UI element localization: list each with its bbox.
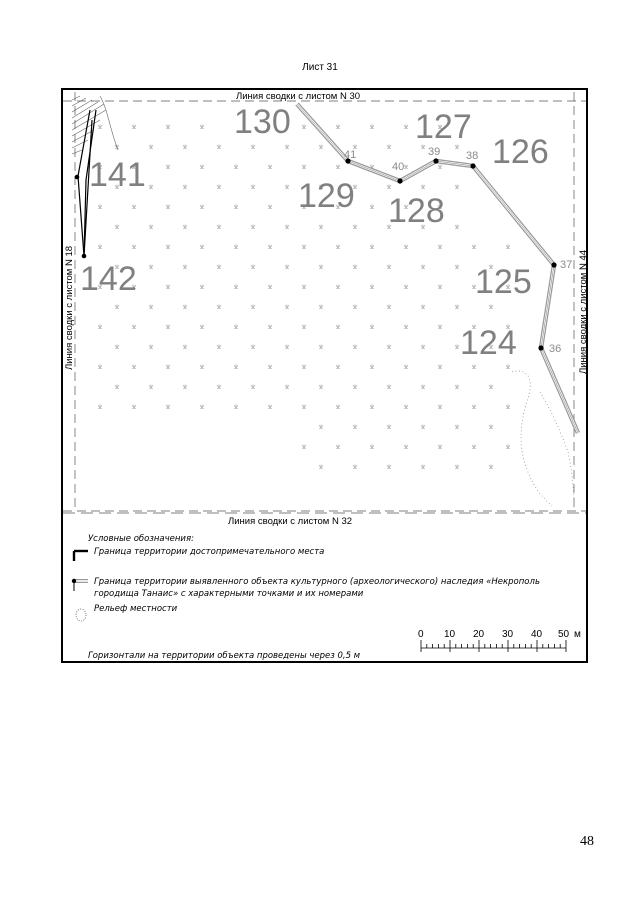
- grass-tuft: [472, 365, 476, 369]
- grass-tuft: [166, 285, 170, 289]
- grass-tuft: [421, 265, 425, 269]
- grass-tuft: [336, 445, 340, 449]
- grass-tuft: [438, 445, 442, 449]
- grass-tuft: [302, 125, 306, 129]
- grass-tuft: [166, 365, 170, 369]
- grass-tuft: [268, 245, 272, 249]
- grass-tuft: [166, 165, 170, 169]
- grass-tuft: [132, 405, 136, 409]
- grass-tuft: [251, 185, 255, 189]
- grass-tuft: [370, 365, 374, 369]
- grass-tuft: [217, 145, 221, 149]
- grass-tuft: [421, 345, 425, 349]
- plot-number: 129: [298, 177, 355, 215]
- grass-tuft: [387, 465, 391, 469]
- plot-number: 130: [234, 103, 291, 141]
- grass-tuft: [438, 325, 442, 329]
- grass-tuft: [98, 405, 102, 409]
- grass-tuft: [200, 405, 204, 409]
- grass-tuft: [200, 285, 204, 289]
- grass-tuft: [353, 425, 357, 429]
- grass-tuft: [421, 305, 425, 309]
- relief-contours: [512, 371, 574, 508]
- grass-tuft: [98, 325, 102, 329]
- grass-tuft: [149, 265, 153, 269]
- point-label: 36: [549, 343, 562, 355]
- grass-tuft: [183, 385, 187, 389]
- scale-bar: [418, 629, 581, 652]
- relief-symbol: [76, 609, 86, 621]
- grass-tuft: [166, 325, 170, 329]
- grass-tuft: [387, 265, 391, 269]
- grass-tuft: [217, 265, 221, 269]
- grass-tuft: [217, 385, 221, 389]
- grass-tuft: [489, 425, 493, 429]
- grass-tuft: [200, 245, 204, 249]
- scale-label: 50: [558, 629, 570, 640]
- plot-number: 125: [475, 263, 532, 301]
- grass-tuft: [183, 345, 187, 349]
- grass-tuft: [251, 345, 255, 349]
- grass-tuft: [336, 165, 340, 169]
- grass-tuft: [455, 385, 459, 389]
- grass-tuft: [353, 305, 357, 309]
- grass-tuft: [353, 225, 357, 229]
- grass-tuft: [234, 285, 238, 289]
- grass-tuft: [149, 345, 153, 349]
- grass-tuft: [302, 285, 306, 289]
- grass-tuft: [200, 125, 204, 129]
- grass-tuft: [319, 385, 323, 389]
- grass-tuft: [455, 225, 459, 229]
- grass-tuft: [166, 405, 170, 409]
- grass-tuft: [132, 205, 136, 209]
- grass-tuft: [268, 205, 272, 209]
- grass-tuft: [336, 285, 340, 289]
- grass-tuft: [183, 265, 187, 269]
- grass-tuft: [319, 145, 323, 149]
- legend-item-heritage-line1: Граница территории выявленного объекта культурного (археологического) наследия «Некрополь: [94, 577, 540, 587]
- grass-tuft: [217, 225, 221, 229]
- grass-tuft: [302, 325, 306, 329]
- grass-tuft: [421, 185, 425, 189]
- grass-tuft: [370, 325, 374, 329]
- grass-tuft: [285, 145, 289, 149]
- grass-tuft: [319, 345, 323, 349]
- page-number: 48: [580, 834, 594, 849]
- grass-tuft: [438, 245, 442, 249]
- grass-tuft: [336, 125, 340, 129]
- grass-tuft: [387, 385, 391, 389]
- grass-tuft: [251, 385, 255, 389]
- legend-item-landmark: Граница территории достопримечательного места: [94, 547, 325, 557]
- grass-tuft: [319, 425, 323, 429]
- grass-tuft: [370, 245, 374, 249]
- grass-tuft: [455, 465, 459, 469]
- grass-tuft: [115, 385, 119, 389]
- plot-number: 128: [388, 192, 445, 230]
- grass-tuft: [251, 265, 255, 269]
- grass-tuft: [353, 465, 357, 469]
- grass-tuft: [319, 465, 323, 469]
- grass-tuft: [472, 405, 476, 409]
- grass-tuft: [319, 265, 323, 269]
- grass-tuft: [404, 125, 408, 129]
- seam-label-left: Линия сводки с листом N 18: [64, 245, 75, 370]
- grass-tuft: [404, 165, 408, 169]
- grass-tuft: [115, 345, 119, 349]
- grass-tuft: [98, 245, 102, 249]
- grass-tuft: [268, 365, 272, 369]
- grass-tuft: [234, 205, 238, 209]
- grass-tuft: [387, 345, 391, 349]
- grass-tuft: [370, 205, 374, 209]
- scale-label: 30: [502, 629, 514, 640]
- grass-tuft: [489, 465, 493, 469]
- sheet-title: Лист 31: [302, 62, 338, 73]
- grass-tuft: [285, 265, 289, 269]
- grass-tuft: [336, 365, 340, 369]
- grass-tuft: [421, 465, 425, 469]
- grass-tuft: [285, 345, 289, 349]
- grass-tuft: [455, 305, 459, 309]
- point-label: 38: [466, 150, 479, 162]
- grass-tuft: [234, 365, 238, 369]
- grass-tuft: [98, 365, 102, 369]
- seam-label-bottom: Линия сводки с листом N 32: [228, 516, 353, 527]
- legend-item-heritage-line2: городища Танаис» с характерными точками и их номерами: [94, 589, 364, 599]
- point-label: 37: [560, 259, 573, 271]
- grass-tuft: [285, 185, 289, 189]
- grass-tuft: [455, 425, 459, 429]
- grass-tuft: [404, 365, 408, 369]
- grass-tuft: [319, 305, 323, 309]
- grass-tuft: [217, 185, 221, 189]
- grass-tuft: [166, 205, 170, 209]
- grass-tuft: [404, 445, 408, 449]
- scale-unit: м: [574, 629, 581, 640]
- grass-tuft: [370, 285, 374, 289]
- grass-tuft: [455, 185, 459, 189]
- grass-tuft: [251, 225, 255, 229]
- grass-tuft: [149, 145, 153, 149]
- grass-tuft: [268, 285, 272, 289]
- point-label: 39: [428, 146, 441, 158]
- legend-title: Условные обозначения:: [88, 534, 194, 544]
- grass-tuft: [149, 305, 153, 309]
- grass-tuft: [166, 245, 170, 249]
- grass-tuft: [200, 325, 204, 329]
- grass-tuft: [217, 305, 221, 309]
- grass-tuft: [200, 165, 204, 169]
- legend: [72, 534, 540, 661]
- grass-tuft: [404, 285, 408, 289]
- grass-tuft: [387, 305, 391, 309]
- grass-tuft: [438, 165, 442, 169]
- grass-tuft: [438, 285, 442, 289]
- plot-number: 124: [460, 324, 517, 362]
- legend-landmark-boundary-symbol: [74, 551, 88, 561]
- grass-tuft: [302, 445, 306, 449]
- grass-tuft: [251, 145, 255, 149]
- grass-tuft: [489, 385, 493, 389]
- grass-tuft: [370, 125, 374, 129]
- grass-tuft: [285, 305, 289, 309]
- grass-tuft: [370, 445, 374, 449]
- legend-heritage-boundary-symbol: [72, 579, 88, 591]
- grass-tuft: [268, 325, 272, 329]
- grass-tuft: [132, 245, 136, 249]
- grass-tuft: [404, 245, 408, 249]
- grass-tuft: [166, 125, 170, 129]
- point-label: 40: [392, 161, 405, 173]
- grass-tuft: [98, 125, 102, 129]
- scale-label: 20: [473, 629, 485, 640]
- grass-tuft: [438, 405, 442, 409]
- grass-tuft: [132, 365, 136, 369]
- grass-tuft: [200, 205, 204, 209]
- grass-tuft: [234, 325, 238, 329]
- grass-tuft: [302, 165, 306, 169]
- grass-tuft: [183, 185, 187, 189]
- grass-tuft: [183, 145, 187, 149]
- grass-tuft: [506, 245, 510, 249]
- grass-tuft: [472, 445, 476, 449]
- grass-tuft: [132, 325, 136, 329]
- grass-tuft: [183, 225, 187, 229]
- grass-tuft: [115, 225, 119, 229]
- grass-tuft: [421, 385, 425, 389]
- point-label: 41: [344, 149, 357, 161]
- grass-tuft: [336, 325, 340, 329]
- grass-tuft: [251, 305, 255, 309]
- grass-tuft: [234, 245, 238, 249]
- grass-tuft: [472, 245, 476, 249]
- scale-label: 0: [418, 629, 424, 640]
- contours-note: Горизонтали на территории объекта проведены через 0,5 м: [88, 651, 361, 661]
- grass-tuft: [506, 445, 510, 449]
- grass-tuft: [506, 365, 510, 369]
- grass-tuft: [336, 245, 340, 249]
- plot-number: 127: [415, 108, 472, 146]
- grass-tuft: [115, 305, 119, 309]
- grass-tuft: [98, 205, 102, 209]
- grass-tuft: [404, 325, 408, 329]
- scale-label: 10: [444, 629, 456, 640]
- grass-tuft: [353, 145, 357, 149]
- grass-tuft: [421, 425, 425, 429]
- grass-tuft: [285, 225, 289, 229]
- grass-tuft: [149, 385, 153, 389]
- grass-tuft: [200, 365, 204, 369]
- plot-number: 141: [89, 156, 146, 194]
- scale-label: 40: [531, 629, 543, 640]
- grass-tuft: [387, 185, 391, 189]
- grass-tuft: [268, 165, 272, 169]
- legend-item-relief: Рельеф местности: [94, 604, 178, 614]
- grass-tuft: [285, 385, 289, 389]
- grass-tuft: [183, 305, 187, 309]
- slope-hatching: [72, 96, 118, 154]
- grass-tuft: [149, 185, 153, 189]
- grass-tuft: [353, 345, 357, 349]
- grass-tuft: [268, 405, 272, 409]
- grass-tuft: [302, 365, 306, 369]
- grass-tuft: [387, 425, 391, 429]
- grass-tuft: [387, 145, 391, 149]
- grass-tuft: [438, 365, 442, 369]
- grass-tuft: [353, 265, 357, 269]
- plot-number: 126: [492, 133, 549, 171]
- seam-label-top: Линия сводки с листом N 30: [236, 91, 361, 102]
- grass-tuft: [404, 405, 408, 409]
- grass-tuft: [319, 225, 323, 229]
- grass-tuft: [336, 405, 340, 409]
- grass-tuft: [489, 305, 493, 309]
- grass-tuft: [132, 125, 136, 129]
- grass-tuft: [149, 225, 153, 229]
- grass-tuft: [370, 405, 374, 409]
- grass-tuft: [302, 405, 306, 409]
- seam-label-right: Линия сводки с листом N 44: [578, 249, 589, 374]
- grass-tuft: [234, 165, 238, 169]
- plot-number: 142: [80, 260, 137, 298]
- grass-tuft: [353, 385, 357, 389]
- grass-tuft: [217, 345, 221, 349]
- grass-tuft: [302, 245, 306, 249]
- grass-tuft: [234, 405, 238, 409]
- grass-tuft: [455, 345, 459, 349]
- grass-tuft: [455, 265, 459, 269]
- grass-tuft: [506, 405, 510, 409]
